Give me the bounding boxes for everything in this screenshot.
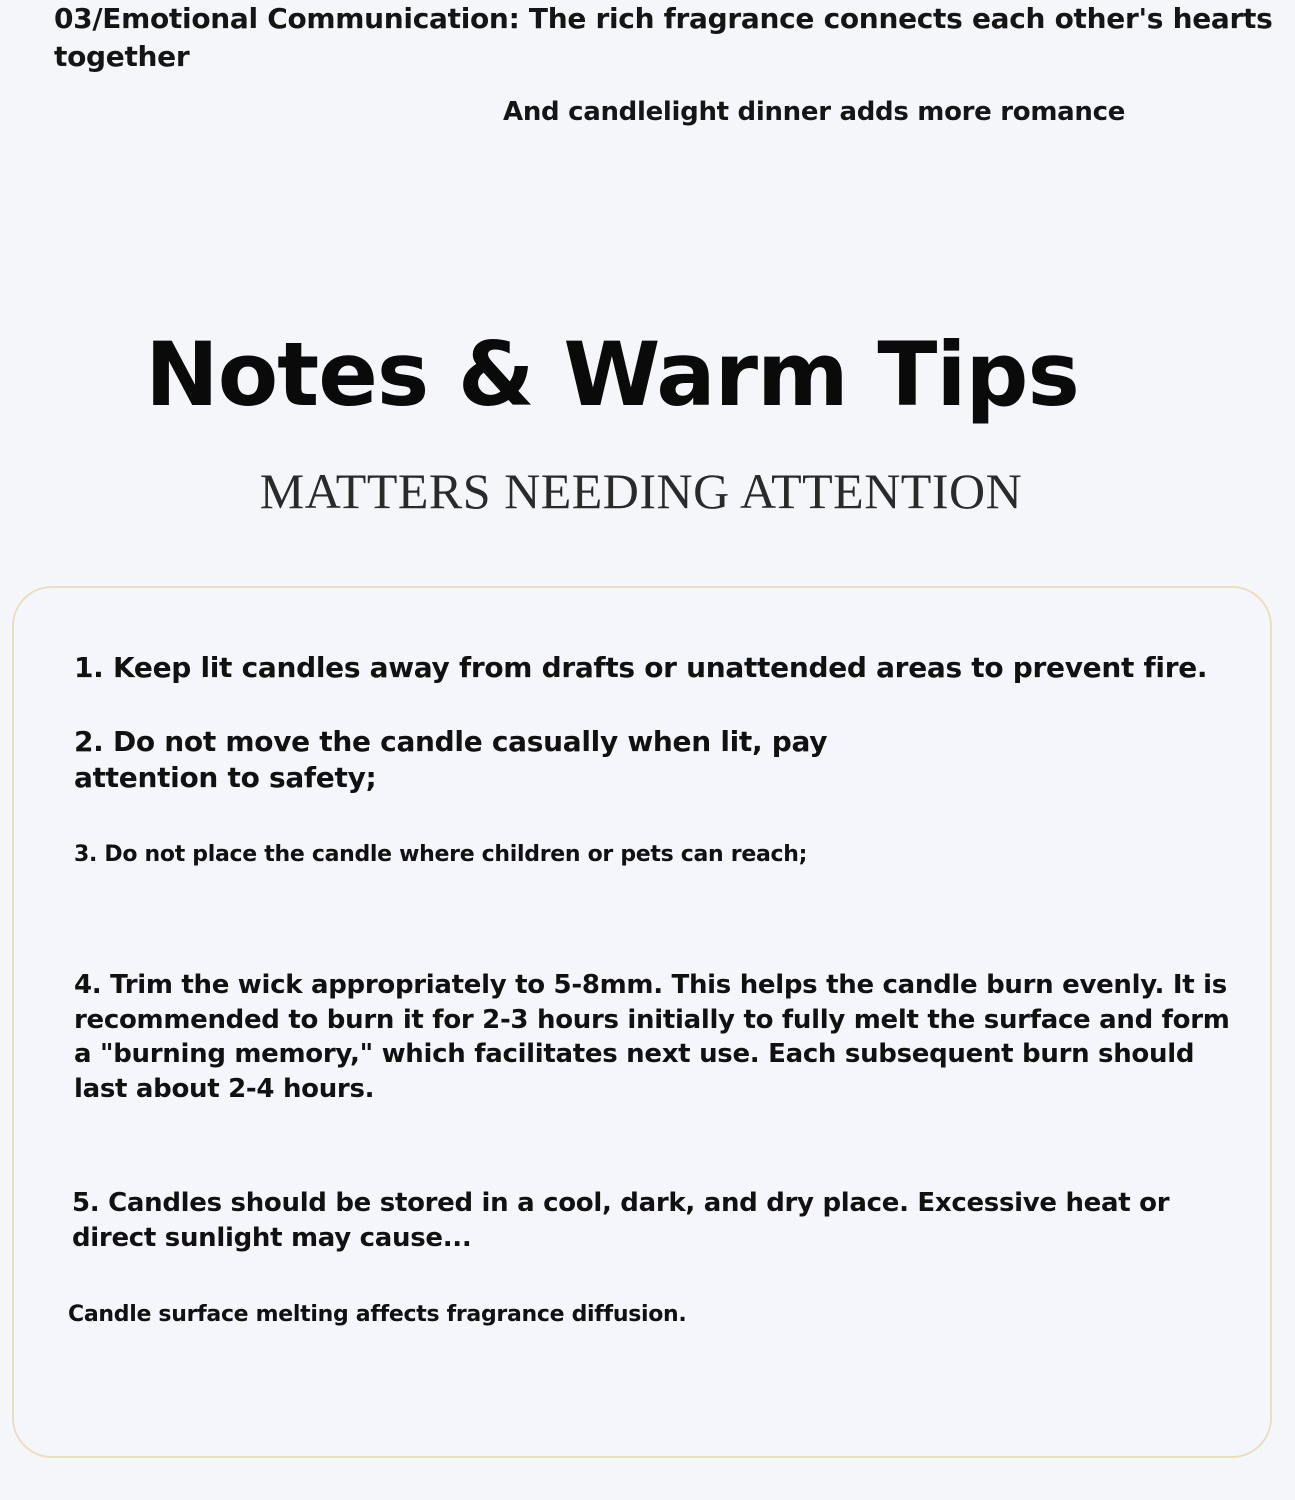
page-subtitle: MATTERS NEEDING ATTENTION (259, 463, 1023, 519)
section-subheading: And candlelight dinner adds more romance (503, 97, 1126, 127)
section-heading: 03/Emotional Communication: The rich fragrance connects each other's hearts together (54, 2, 1273, 73)
tips-panel (12, 586, 1272, 1458)
tip-item-1: 1. Keep lit candles away from drafts or unattended areas to prevent fire. (74, 651, 1208, 684)
tip-item-5: 5. Candles should be stored in a cool, dark, and dry place. Excessive heat or direct sunlight may cause... (72, 1188, 1170, 1253)
page-title: Notes & Warm Tips (145, 323, 1079, 426)
tip-item-5-continued: Candle surface melting affects fragrance diffusion. (68, 1302, 687, 1327)
tip-item-2: 2. Do not move the candle casually when lit, pay attention to safety; (74, 725, 828, 794)
tip-item-4: 4. Trim the wick appropriately to 5-8mm. This helps the candle burn evenly. It is recommended to burn it for 2-3 hours initially to fully melt the surface and form a "burning memory," which facilitates next use. Each subsequent burn should last about 2-4 hours. (74, 970, 1230, 1104)
tip-item-3: 3. Do not place the candle where children or pets can reach; (74, 842, 808, 867)
